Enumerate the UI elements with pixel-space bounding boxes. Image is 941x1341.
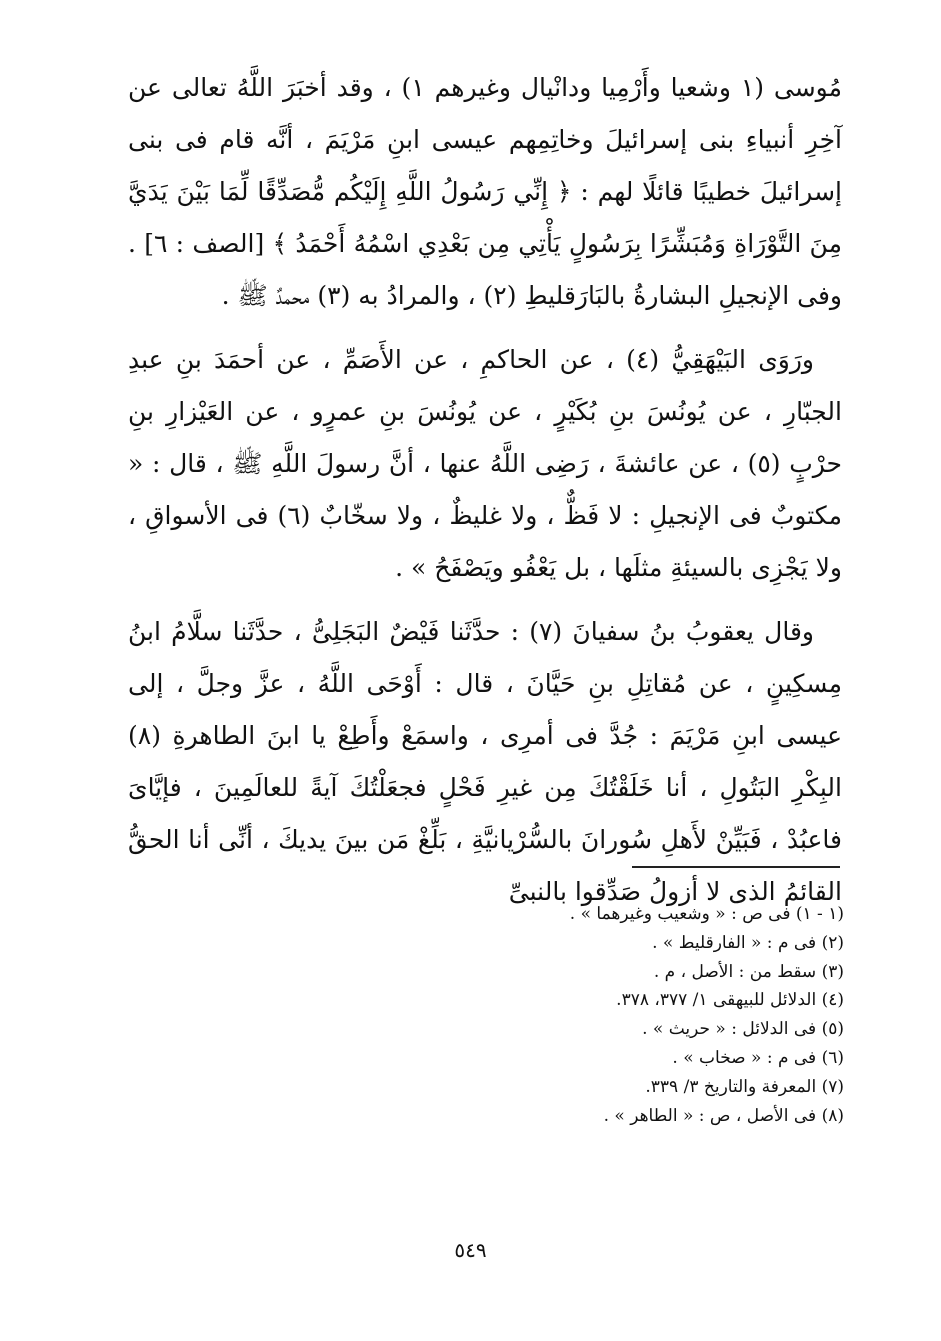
page-number: ٥٤٩ xyxy=(454,1238,487,1262)
footnote-7: (٧) المعرفة والتاريخ ٣/ ٣٣٩. xyxy=(645,1076,844,1097)
paragraph-3: وقال يعقوبُ بنُ سفيانَ (٧) : حدَّثَنا فَيْضٌ البَجَلِىُّ ، حدَّثَنا سلَّامُ ابنُ مِسكِينٍ ، عن مُقاتِلِ بنِ حَيَّانَ ، قال : أَوْحَى اللَّهُ ، عزَّ وجلَّ ، إلى عيسى ابنِ مَرْيَمَ : جُدَّ فى أمرِى ، واسمَعْ وأَطِعْ يا ابنَ الطاهرةِ (٨) البِكْرِ البَتُولِ ، أنا خَلَقْتُكَ مِن غيرِ فَحْلٍ فجعَلْتُكَ آيةً للعالَمِينَ ، فإيَّاىَ فاعبُدْ ، فَبَيِّنْ لأَهلِ سُورانَ بالسُّرْيانيَّةِ ، بَلِّغْ مَن بينَ يديكَ ، أنِّى أنا الحقُّ القائمُ الذى لا أزولُ صَدِّقوا بالنبىِّ xyxy=(128,617,842,906)
footnote-2: (٢) فى م : « الفارقليط » . xyxy=(652,932,844,953)
footnotes-section xyxy=(420,900,844,1130)
footnote-6: (٦) فى م : « صخاب » . xyxy=(672,1047,844,1068)
footnote-1: (١ - ١) فى ص : « وشعيب وغيرهما » . xyxy=(569,904,844,924)
main-text-body xyxy=(128,62,842,918)
paragraph-1: مُوسى (١ وشعيا وأَرْمِيا ودانْيال وغيرهم ١) ، وقد أخبَرَ اللَّهُ تعالى عن آخِرِ أنبياءِ بنى إسرائيلَ وخاتِمِهم عيسى ابنِ مَرْيَمَ ، أنَّه قام فى بنى إسرائيلَ خطيبًا قائلًا لهم : ﴿ إِنِّي رَسُولُ اللَّهِ إِلَيْكُم مُّصَدِّقًا لِّمَا بَيْنَ يَدَيَّ مِنَ التَّوْرَاةِ وَمُبَشِّرًا بِرَسُولٍ يَأْتِي مِن بَعْدِي اسْمُهُ أَحْمَدُ ﴾ [الصف : ٦] . وفى الإنجيلِ البشارةُ بالبَارَقليطِ (٢) ، والمرادُ به (٣) محمدٌ ﷺ . xyxy=(128,73,842,310)
footnote-3: (٣) سقط من : الأصل ، م . xyxy=(653,961,844,982)
footnote-4: (٤) الدلائل للبيهقى ١/ ٣٧٧، ٣٧٨. xyxy=(616,990,844,1011)
footnote-5: (٥) فى الدلائل : « حريث » . xyxy=(642,1019,844,1040)
footnote-divider xyxy=(632,866,840,868)
footnote-8: (٨) فى الأصل ، ص : « الطاهر » . xyxy=(603,1105,844,1126)
paragraph-2: ورَوَى البَيْهَقِيُّ (٤) ، عن الحاكمِ ، عن الأَصَمِّ ، عن أحمَدَ بنِ عبدِ الجبّارِ ، عن يُونُسَ بنِ بُكَيْرٍ ، عن يُونُسَ بنِ عمرٍو ، عن العَيْزارِ بنِ حرْبٍ (٥) ، عن عائشةَ ، رَضِى اللَّهُ عنها ، أنَّ رسولَ اللَّهِ ﷺ ، قال : « مكتوبٌ فى الإنجيلِ : لا فَظٌّ ، ولا غليظٌ ، ولا سخّابٌ (٦) فى الأسواقِ ، ولا يَجْزِى بالسيئةِ مثلَها ، بل يَعْفُو ويَصْفَحُ » . xyxy=(128,345,843,582)
